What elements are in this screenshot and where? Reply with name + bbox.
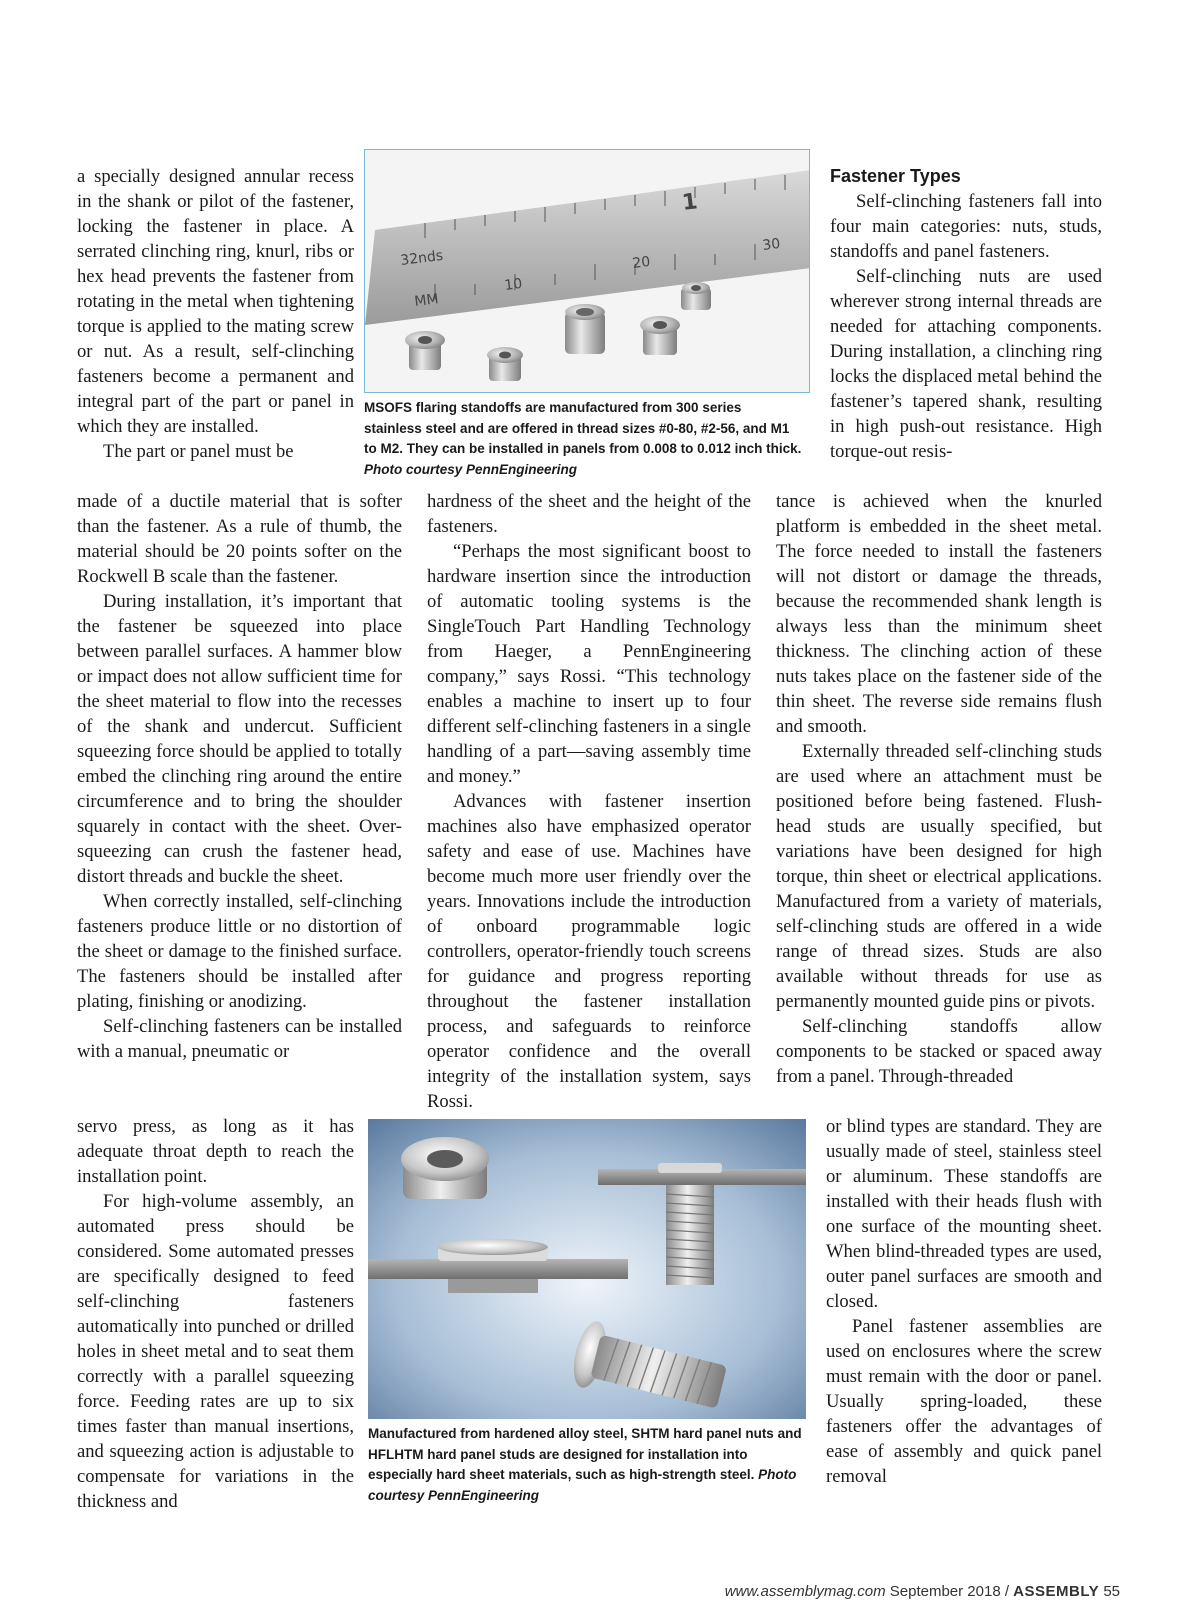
standoff-2 [487,347,523,381]
photo-credit: Photo courtesy PennEngineering [368,1467,797,1503]
hard-panel-fasteners-photo [368,1119,806,1419]
footer-magazine: ASSEMBLY [1013,1583,1100,1600]
right-column-top [830,164,1102,464]
standoff-4 [640,316,680,355]
fasteners-photo-illustration [368,1119,806,1419]
ruler-label: 32nds [399,247,445,269]
ruler-photo-illustration [365,150,810,393]
body-paragraph: Externally threaded self-clinching studs are used where an attachment must be positioned before being fastened. Flush-head studs are usually specified, but variations have been designed for high torque, thin sheet or electrical applications. Manufactured from a variety of materials, self-clinching studs are offered in a wide range of thread sizes. Studs are also available without threads for use as permanently mounted guide pins or pivots. [776,741,1102,1012]
standoff-1 [405,331,445,370]
left-column-bottom [77,1114,354,1514]
standoff-3 [565,304,605,354]
middle-column [427,489,751,1114]
footer-website[interactable]: www.assemblymag.com [724,1583,886,1600]
ruler-label: MM [413,291,440,310]
body-paragraph: When correctly installed, self-clinching fasteners produce little or no distortion of the sheet or damage to the finished surface. The fasteners should be installed after plating, finishing or anodizing. [77,891,402,1012]
ruler-label: 1 [680,189,699,216]
ruler-label: 30 [761,235,782,254]
body-paragraph: “Perhaps the most significant boost to hardware insertion since the introduction of automatic tooling systems is the SingleTouch Part Handling Technology from Haeger, a PennEngineering company,” says Rossi. “This technology enables a machine to insert up to four different self-clinching fasteners in a single handling of a part—saving assembly time and money.” [427,541,751,787]
body-paragraph: servo press, as long as it has adequate throat depth to reach the installation point. [77,1116,354,1187]
body-paragraph: or blind types are standard. They are usually made of steel, stainless steel or aluminum. These standoffs are installed with their heads flush with one surface of the mounting sheet. When blind-threaded types are used, outer panel surfaces are smooth and closed. [826,1116,1102,1312]
body-paragraph: Self-clinching fasteners can be installed with a manual, pneumatic or [77,1016,402,1062]
body-paragraph: The part or panel must be [103,441,294,462]
body-paragraph: tance is achieved when the knurled platform is embedded in the sheet metal. The force needed to install the fasteners will not distort or damage the threads, because the recommended shank length is always less than the minimum sheet thickness. The clinching action of these nuts takes place on the fastener side of the thin sheet. The reverse side remains flush and smooth. [776,491,1102,737]
ruler-label: 10 [503,275,524,294]
right-column-middle [776,489,1102,1089]
top-figure-caption [364,398,802,480]
page-number: 55 [1103,1583,1120,1600]
bottom-figure-caption [368,1424,802,1506]
standoff-5 [681,282,711,310]
ruler-label: 20 [631,253,652,272]
left-column-top [77,164,354,464]
body-paragraph: a specially designed annular recess in the shank or pilot of the fastener, locking the fastener in place. A serrated clinching ring, knurl, ribs or hex head prevents the fastener from rotating in the metal when tightening torque is applied to the mating screw or nut. As a result, self-clinching fasteners become a permanent and integral part of the part or panel in which they are installed. [77,166,354,437]
footer-issue: September 2018 / [889,1583,1009,1600]
panel-nut [401,1137,489,1199]
body-paragraph: Advances with fastener insertion machines also have emphasized operator safety and ease of use. Machines have become much more user friendly over the years. Innovations include the introduction of onboard programmable logic controllers, operator-friendly touch screens for guidance and progress reporting throughout the fastener installation process, and safeguards to reinforce operator confidence and the overall integrity of the installation system, says Rossi. [427,791,751,1112]
caption-text: MSOFS flaring standoffs are manufactured from 300 series stainless steel and are offered in thread sizes #0-80, #2-56, and M1 to M2. They can be installed in panels from 0.008 to 0.012 inch thick. [364,400,802,456]
body-paragraph: For high-volume assembly, an automated press should be considered. Some automated presses are specifically designed to feed self-clinching fasteners automatically into punched or drilled holes in sheet metal and to seat them correctly with a parallel squeezing force. Feeding rates are up to six times faster than manual insertions, and squeezing action is adjustable to compensate for variations in the thickness and [77,1191,354,1512]
body-paragraph: made of a ductile material that is softer than the fastener. As a rule of thumb, the material should be 20 points softer on the Rockwell B scale than the fastener. [77,491,402,587]
body-paragraph: Self-clinching standoffs allow components to be stacked or spaced away from a panel. Through-threaded [776,1016,1102,1087]
standoffs-photo [364,149,810,393]
body-paragraph: Self-clinching fasteners fall into four main categories: nuts, studs, standoffs and panel fasteners. [830,191,1102,262]
section-heading: Fastener Types [830,166,961,186]
caption-text: Manufactured from hardened alloy steel, SHTM hard panel nuts and HFLHTM hard panel studs are designed for installation into especially hard sheet materials, such as high-strength steel. [368,1426,802,1482]
body-paragraph: During installation, it’s important that the fastener be squeezed into place between parallel surfaces. A hammer blow or impact does not allow sufficient time for the sheet material to flow into the recesses of the shank and undercut. Sufficient squeezing force should be applied to totally embed the clinching ring around the entire circumference and to bring the shoulder squarely in contact with the sheet. Over-squeezing can crush the fastener head, distort threads and buckle the sheet. [77,591,402,887]
body-paragraph: Panel fastener assemblies are used on enclosures where the screw must remain with the door or panel. Usually spring-loaded, these fasteners offer the advantages of ease of assembly and quick panel removal [826,1316,1102,1487]
photo-credit: Photo courtesy PennEngineering [364,461,578,477]
left-column-middle [77,489,402,1064]
body-paragraph: Self-clinching nuts are used wherever strong internal threads are needed for attaching components. During installation, a clinching ring locks the displaced metal behind the fastener’s tapered shank, resulting in high push-out resistance. High torque-out resis- [830,266,1102,462]
body-paragraph: hardness of the sheet and the height of the fasteners. [427,491,751,537]
page-footer [0,1583,1120,1600]
right-column-bottom [826,1114,1102,1489]
